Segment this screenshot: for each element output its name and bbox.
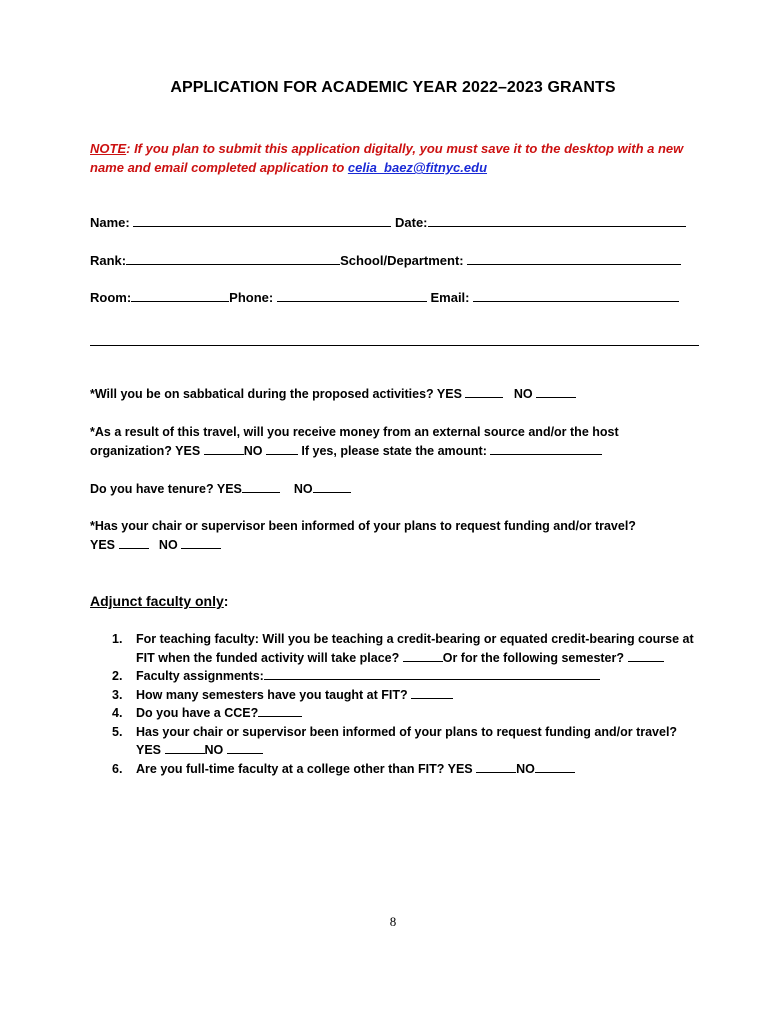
name-date-row [90, 214, 686, 232]
page-title: APPLICATION FOR ACADEMIC YEAR 2022–2023 GRANTS [170, 79, 616, 96]
room-label: Room: [90, 290, 132, 305]
room-phone-email-row [90, 289, 679, 307]
list-item [90, 667, 700, 686]
faculty-assignments-field[interactable] [264, 667, 600, 680]
list-item [90, 723, 700, 760]
date-field[interactable] [428, 214, 686, 227]
list-number: 3. [112, 687, 123, 702]
phone-field[interactable] [277, 289, 427, 302]
room-field[interactable] [131, 289, 229, 302]
adjunct-q3-text: How many semesters have you taught at FIT? [136, 687, 408, 702]
money-yes-field[interactable] [204, 442, 244, 455]
money-no-field[interactable] [266, 442, 298, 455]
list-number: 4. [112, 706, 123, 720]
rank-school-row [90, 252, 681, 270]
list-number: 1. [112, 632, 123, 646]
list-item [90, 686, 700, 705]
list-number: 2. [112, 669, 123, 683]
adjunct-q5-text: Has your chair or supervisor been informed of your plans to request funding and/or travel? YES [136, 724, 678, 757]
money-amount-label: If yes, please state the amount: [301, 444, 487, 458]
submission-note [90, 139, 710, 177]
tenure-no-field[interactable] [313, 480, 351, 493]
adjunct-q6-yes-field[interactable] [476, 760, 516, 773]
chair-no-field[interactable] [181, 536, 221, 549]
adjunct-q1-text: For teaching faculty: Will you be teaching a credit-bearing or equated credit-bearing course at FIT when the funded activity will take place? [136, 632, 694, 665]
money-amount-field[interactable] [490, 442, 602, 455]
adjunct-heading-text: Adjunct faculty only [90, 593, 224, 609]
list-item [90, 630, 700, 667]
adjunct-q1-current-field[interactable] [403, 649, 443, 662]
tenure-no-label: NO [293, 482, 313, 496]
adjunct-q1-next-field[interactable] [628, 649, 664, 662]
adjunct-q6-text: Are you full-time faculty at a college other than FIT? YES [136, 761, 473, 776]
adjunct-heading-colon: : [223, 593, 229, 609]
sabbatical-text: *Will you be on sabbatical during the proposed activities? YES [90, 387, 462, 401]
sabbatical-no-field[interactable] [536, 385, 576, 398]
chair-text: *Has your chair or supervisor been informed of your plans to request funding and/or travel? [90, 519, 636, 533]
note-text: : If you plan to submit this application digitally, you must save it to the desktop with a new name and email completed application to [90, 141, 684, 175]
money-text-line1: *As a result of this travel, will you receive money from an external source and/or the host [90, 425, 619, 439]
chair-yes-field[interactable] [119, 536, 149, 549]
sabbatical-yes-field[interactable] [465, 385, 503, 398]
semesters-taught-field[interactable] [411, 686, 453, 699]
adjunct-q5-no-label: NO [204, 743, 224, 757]
phone-label: Phone: [229, 290, 274, 305]
name-label: Name: [90, 215, 130, 230]
list-number: 5. [112, 724, 123, 739]
external-money-question [90, 423, 710, 461]
cce-field[interactable] [258, 704, 302, 717]
note-label: NOTE [90, 141, 127, 156]
adjunct-q1-next-text: Or for the following semester? [442, 650, 625, 665]
date-label: Date: [395, 215, 428, 230]
tenure-question [90, 480, 710, 499]
chair-informed-question [90, 517, 710, 555]
school-field[interactable] [467, 252, 681, 265]
sabbatical-no-label: NO [513, 387, 533, 401]
email-label: Email: [430, 290, 470, 305]
email-link[interactable]: celia_baez@fitnyc.edu [347, 160, 488, 175]
tenure-yes-label: Do you have tenure? YES [90, 482, 242, 496]
adjunct-q6-no-field[interactable] [535, 760, 575, 773]
list-item [90, 760, 700, 779]
chair-no-label: NO [158, 538, 178, 552]
adjunct-question-list [90, 630, 700, 778]
page-number: 8 [389, 914, 397, 929]
name-field[interactable] [133, 214, 391, 227]
adjunct-q4-text: Do you have a CCE? [136, 706, 259, 720]
adjunct-q5-no-field[interactable] [227, 741, 263, 754]
adjunct-q2-text: Faculty assignments: [136, 669, 264, 683]
adjunct-q6-no-label: NO [516, 761, 535, 776]
tenure-yes-field[interactable] [242, 480, 280, 493]
sabbatical-question [90, 385, 710, 404]
divider [90, 345, 699, 346]
money-no-label: NO [243, 444, 263, 458]
rank-label: Rank: [90, 253, 127, 268]
adjunct-q5-yes-field[interactable] [165, 741, 205, 754]
list-item [90, 704, 700, 723]
money-yes-label: organization? YES [90, 444, 201, 458]
email-field[interactable] [473, 289, 679, 302]
list-number: 6. [112, 761, 123, 776]
adjunct-heading [90, 593, 228, 609]
school-label: School/Department: [340, 253, 464, 268]
chair-yes-label: YES [90, 538, 116, 552]
rank-field[interactable] [126, 252, 340, 265]
